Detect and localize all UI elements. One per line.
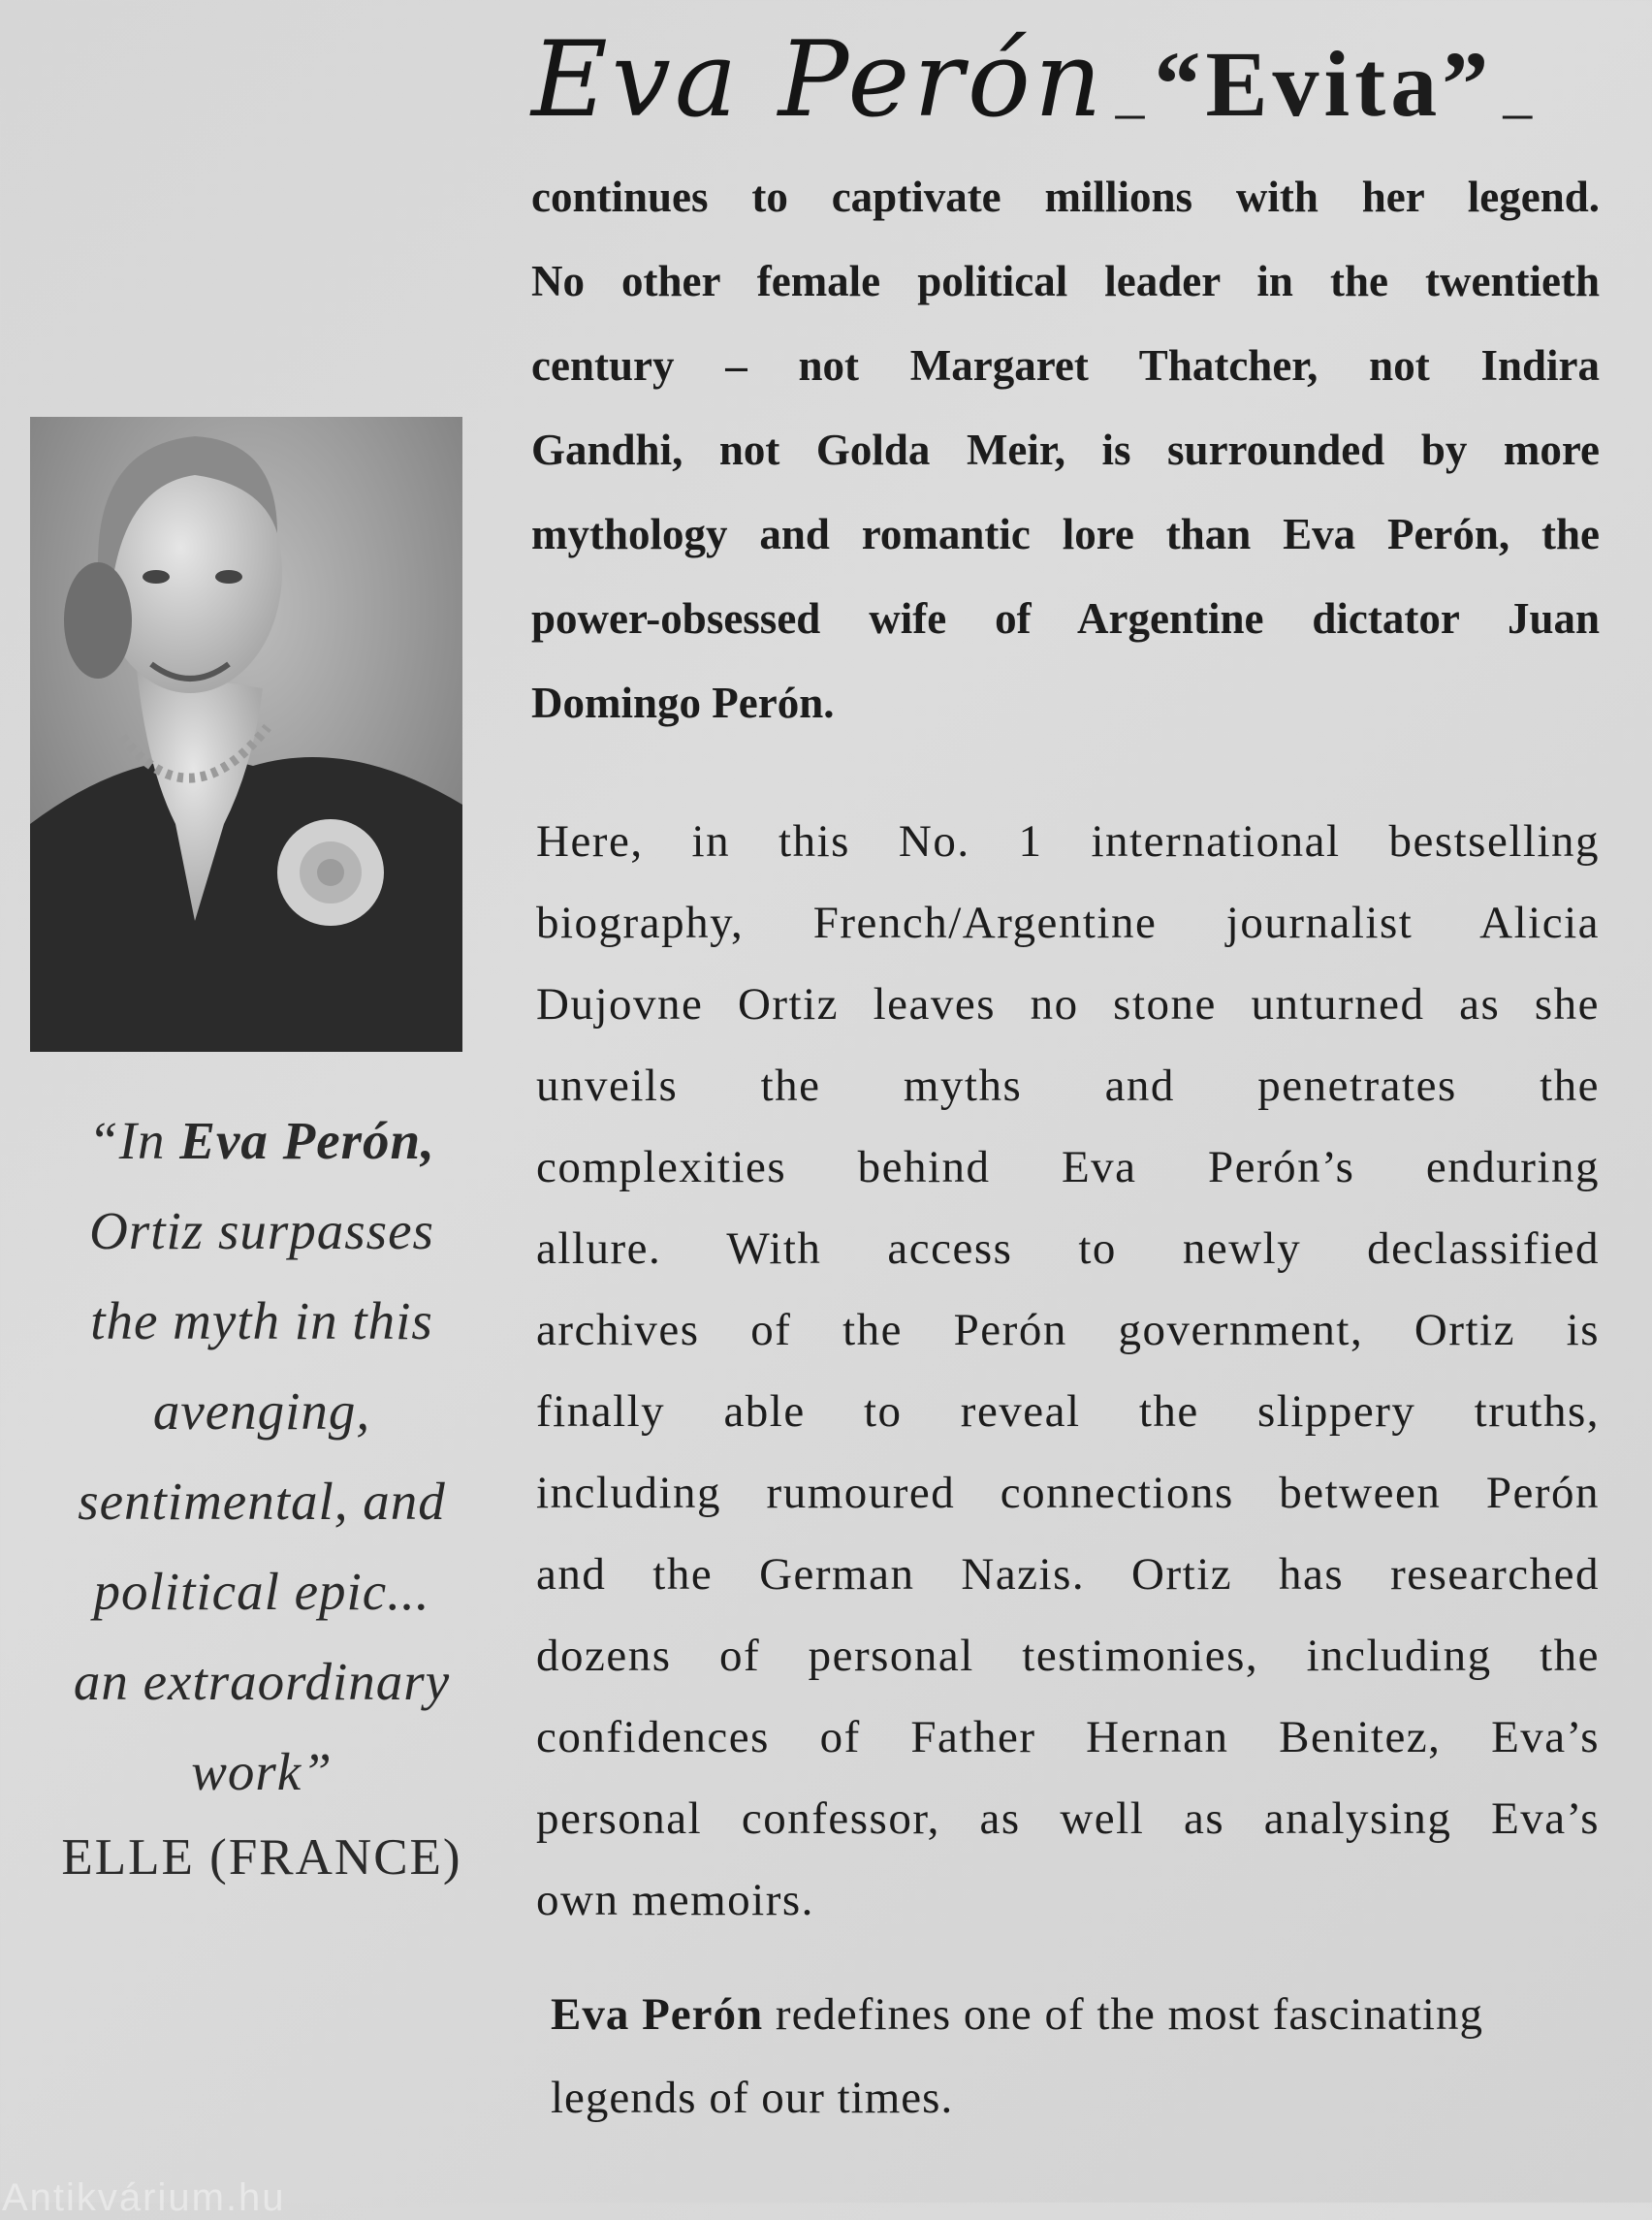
title-dash: – bbox=[1115, 79, 1145, 143]
text-line: confidences of Father Hernan Benitez, Eva’s bbox=[536, 1712, 1600, 1762]
text-line: own memoirs. bbox=[536, 1875, 814, 1925]
quote-line: the myth in this bbox=[90, 1291, 433, 1350]
quote-line: an extraordinary bbox=[73, 1652, 451, 1711]
text-line: dozens of personal testimonies, including the bbox=[536, 1631, 1600, 1681]
watermark: Antikvárium.hu bbox=[2, 2176, 286, 2219]
title-dash-end: – bbox=[1503, 79, 1533, 143]
quote-open: “In bbox=[88, 1111, 180, 1170]
text-line: and the German Nazis. Ortiz has researched bbox=[536, 1549, 1600, 1600]
title-nickname: “Evita” bbox=[1154, 32, 1494, 136]
portrait-photo bbox=[30, 417, 462, 1052]
quote-line: Ortiz surpasses bbox=[89, 1201, 434, 1260]
quote-line: avenging, bbox=[152, 1381, 371, 1441]
portrait-illustration bbox=[30, 417, 462, 1052]
text-line: mythology and romantic lore than Eva Perón, the bbox=[531, 510, 1600, 558]
text-line: unveils the myths and penetrates the bbox=[536, 1061, 1600, 1111]
review-quote bbox=[19, 1095, 504, 1903]
text-line: complexities behind Eva Perón’s enduring bbox=[536, 1142, 1600, 1192]
book-title-bold: Eva Perón bbox=[551, 1989, 764, 2040]
page-title bbox=[531, 19, 1646, 155]
body-paragraph bbox=[536, 801, 1600, 1941]
text-line: century – not Margaret Thatcher, not Indira bbox=[531, 341, 1600, 390]
quote-line: sentimental, and bbox=[78, 1472, 446, 1531]
intro-paragraph bbox=[531, 155, 1600, 745]
text-span: redefines one of the most fascinating bbox=[763, 1989, 1483, 2040]
text-line: personal confessor, as well as analysing Eva’s bbox=[536, 1793, 1600, 1844]
text-line: Here, in this No. 1 international bestselling bbox=[536, 816, 1600, 867]
quote-line: work” bbox=[191, 1742, 333, 1801]
text-line: Gandhi, not Golda Meir, is surrounded by more bbox=[531, 426, 1600, 474]
text-line: Domingo Perón. bbox=[531, 679, 835, 727]
text-line: continues to captivate millions with her legend. bbox=[531, 173, 1600, 221]
text-line: power-obsessed wife of Argentine dictator Juan bbox=[531, 594, 1600, 643]
text-line: allure. With access to newly declassified bbox=[536, 1223, 1600, 1274]
text-line: legends of our times. bbox=[551, 2073, 954, 2123]
title-name: Eva Perón bbox=[531, 19, 1106, 141]
quote-attribution: ELLE (FRANCE) bbox=[61, 1829, 462, 1886]
text-line: biography, French/Argentine journalist Alicia bbox=[536, 898, 1600, 948]
text-line: archives of the Perón government, Ortiz is bbox=[536, 1305, 1600, 1355]
text-line: including rumoured connections between Perón bbox=[536, 1468, 1600, 1518]
text-line: Dujovne Ortiz leaves no stone unturned as she bbox=[536, 979, 1600, 1030]
text-line: finally able to reveal the slippery truths, bbox=[536, 1386, 1600, 1437]
text-line: No other female political leader in the twentieth bbox=[531, 257, 1600, 305]
quote-book-title: Eva Perón, bbox=[179, 1111, 435, 1170]
quote-line: political epic... bbox=[93, 1562, 430, 1621]
closing-paragraph bbox=[551, 1973, 1603, 2140]
